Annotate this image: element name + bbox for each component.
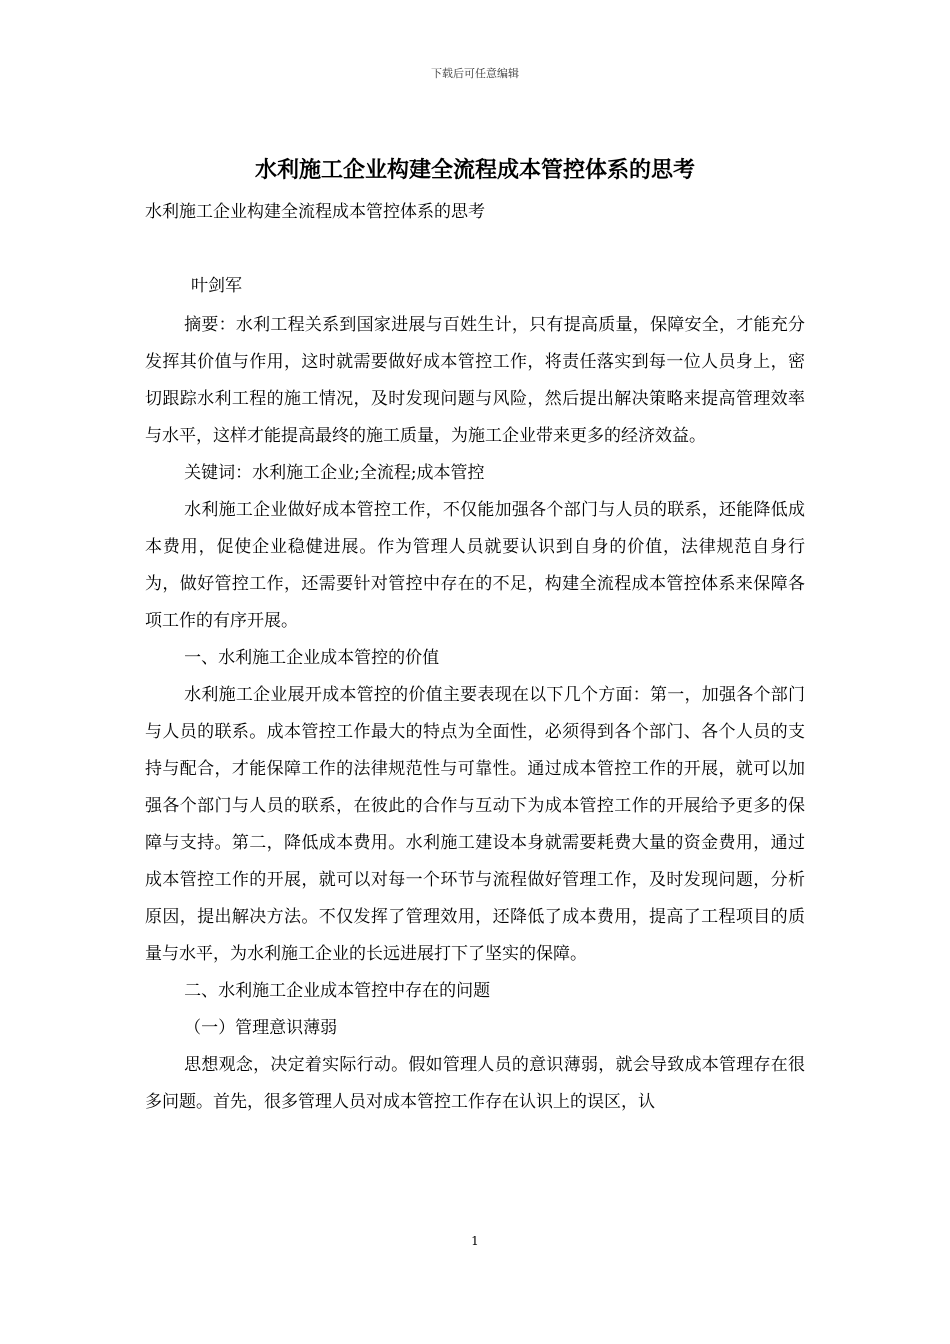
- author-name: 叶剑军: [191, 276, 242, 296]
- document-subtitle: 水利施工企业构建全流程成本管控体系的思考: [145, 202, 485, 222]
- section-heading-2: 二、水利施工企业成本管控中存在的问题: [184, 981, 491, 1001]
- section-1-paragraph: 水利施工企业展开成本管控的价值主要表现在以下几个方面：第一，加强各个部门与人员的联系。成本管控工作最大的特点为全面性，必须得到各个部门、各个人员的支持与配合，才能保障工作的法律规范性与可靠性。通过成本管控工作的开展，就可以加强各个部门与人员的联系，在彼此的合作与互动下为成本管控工作的开展给予更多的保障与支持。第二，降低成本费用。水利施工建设本身就需要耗费大量的资金费用，通过成本管控工作的开展，就可以对每一个环节与流程做好管理工作，及时发现问题，分析原因，提出解决方法。不仅发挥了管理效用，还降低了成本费用，提高了工程项目的质量与水平，为水利施工企业的长远进展打下了坚实的保障。: [145, 685, 805, 964]
- intro-paragraph: 水利施工企业做好成本管控工作，不仅能加强各个部门与人员的联系，还能降低成本费用，促使企业稳健进展。作为管理人员就要认识到自身的价值，法律规范自身行为，做好管控工作，还需要针对管控中存在的不足，构建全流程成本管控体系来保障各项工作的有序开展。: [145, 500, 805, 631]
- keywords-paragraph: 关键词：水利施工企业;全流程;成本管控: [184, 463, 485, 483]
- subsection-heading-1: （一）管理意识薄弱: [184, 1018, 338, 1038]
- page-number: 1: [471, 1234, 479, 1248]
- document-title: 水利施工企业构建全流程成本管控体系的思考: [254, 157, 695, 183]
- abstract-paragraph: 摘要：水利工程关系到国家进展与百姓生计，只有提高质量，保障安全，才能充分发挥其价值与作用，这时就需要做好成本管控工作，将责任落实到每一位人员身上，密切跟踪水利工程的施工情况，及时发现问题与风险，然后提出解决策略来提高管理效率与水平，这样才能提高最终的施工质量，为施工企业带来更多的经济效益。: [145, 315, 805, 446]
- subsection-1-paragraph: 思想观念，决定着实际行动。假如管理人员的意识薄弱，就会导致成本管理存在很多问题。首先，很多管理人员对成本管控工作存在认识上的误区，认: [145, 1055, 805, 1112]
- document-body: [145, 307, 805, 1121]
- page-header-note: 下载后可任意编辑: [431, 67, 519, 80]
- section-heading-1: 一、水利施工企业成本管控的价值: [184, 648, 440, 668]
